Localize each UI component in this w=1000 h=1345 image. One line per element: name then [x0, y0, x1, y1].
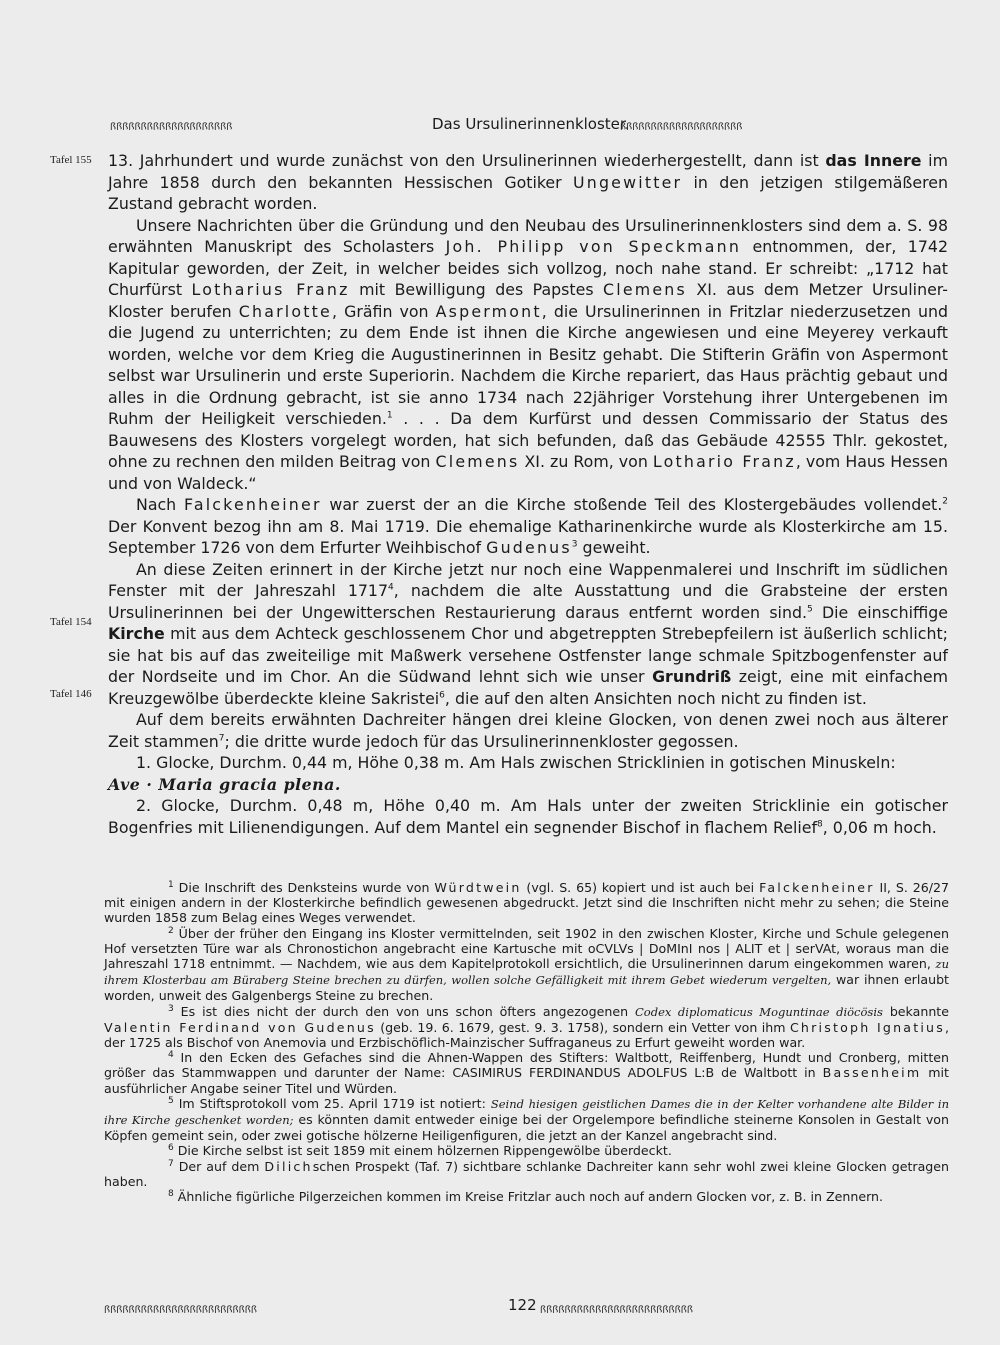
footnote-ref: 7 — [218, 733, 225, 744]
text-run: II, S. 26/27 mit einigen andern in der Klosterkirche befindlich gewesenen abgedruckt. Jetzt sind die Inschriften nicht mehr zu sehen; die Steine wurden 1858 zum Belag eines Weges verwendet. — [104, 880, 950, 926]
paragraph-2 — [108, 215, 948, 495]
header-ornament-right: ꟗꟗꟗꟗꟗꟗꟗꟗꟗꟗꟗꟗꟗꟗꟗꟗꟗꟗꟗꟗ — [620, 122, 743, 133]
text-run: , die Ursulinerinnen in Fritzlar niederzusetzen und die Jugend zu unterrichten; zu dem Ende ist ihnen die Kirche angewiesen und eine Meyerey verkauft worden, welche vor dem Krieg die Augustinerinnen in Besitz gehabt. Die Stifterin Gräfin von Aspermont selbst war Ursulinerin und erste Superiorin. Nachdem die Kirche repariert, das Haus prächtig gebaut und alles in die Ordnung gebracht, ist sie anno 1734 nach 22jähriger Vorstehung ihrer Untergebenen im Ruhm der Heiligkeit verschieden. — [108, 301, 948, 428]
paragraph-7 — [108, 795, 948, 838]
italic-quote: zu ihrem Klosterbau am Büraberg Steine brechen zu dürfen, wollen solche Gefälligkeit mit ihrem Gebet wiederum vergelten, — [104, 957, 949, 988]
footnote-6 — [104, 1143, 949, 1158]
text-run: mit aus dem Achteck geschlossenem Chor und abgetreppten Strebepfeilern ist äußerlich schlicht; sie hat bis auf das zweiteilige mit Maßwerk versehene Ostfenster lange schmale Spitzbogenfenster auf der Nordseite und im Chor. An die Südwand lehnt sich wie unser — [108, 624, 948, 686]
sidenote-tafel-154: Tafel 154 — [50, 616, 92, 628]
text-run: zeigt, eine mit einfachem Kreuzgewölbe überdeckte kleine Sakristei — [108, 667, 948, 708]
spaced-name: Gudenus — [486, 538, 572, 557]
footnote-ref: 1 — [386, 410, 393, 421]
text-run: geweiht. — [577, 538, 651, 557]
text-run: Der Konvent bezog ihn am 8. Mai 1719. Die ehemalige Katharinenkirche wurde als Klosterkirche am 15. September 1726 von dem Erfurter Weihbischof — [108, 516, 948, 557]
footnote-number: 7 — [168, 1158, 174, 1169]
text-run: Die Kirche selbst ist seit 1859 mit einem hölzernen Rippengewölbe überdeckt. — [173, 1143, 672, 1159]
spaced-name: Bassenheim — [822, 1065, 922, 1081]
text-run: , nachdem die alte Ausstattung und die Grabsteine der ersten Ursulinerinnen bei der Ungewitterschen Restaurierung daraus entfernt worden sind. — [108, 581, 948, 622]
sidenote-tafel-155: Tafel 155 — [50, 154, 92, 166]
footnote-2 — [104, 926, 949, 1004]
footnote-8 — [104, 1189, 949, 1204]
spaced-name: Clemens — [603, 280, 687, 299]
footnote-number: 1 — [168, 879, 174, 890]
text-run: An diese Zeiten erinnert in der Kirche jetzt nur noch eine Wappenmalerei und Inschrift im südlichen Fenster mit der Jahreszahl 1717 — [108, 559, 948, 600]
paragraph-3 — [108, 494, 948, 559]
footnote-number: 6 — [168, 1143, 174, 1154]
footnote-3 — [104, 1004, 949, 1051]
bell-inscription: Ave · Maria gracia plena. — [108, 774, 341, 794]
footnote-number: 5 — [168, 1095, 174, 1106]
page-number: 122 — [508, 1296, 537, 1314]
spaced-name: Charlotte — [238, 301, 332, 321]
text-run: Unsere Nachrichten über die Gründung und den Neubau des Ursulinerinnenklosters sind dem a. S. 98 erwähnten Manuskript des Scholasters — [108, 215, 948, 256]
text-run: schen Prospekt (Taf. 7) sichtbare schlanke Dachreiter kann sehr wohl zwei kleine Glocken getragen haben. — [104, 1158, 950, 1189]
footnote-5 — [104, 1096, 949, 1144]
text-run: Ähnliche figürliche Pilgerzeichen kommen im Kreise Fritzlar auch noch auf andern Glocken vor, z. B. in Zennern. — [173, 1189, 884, 1205]
spaced-name: Valentin Ferdinand von Gudenus — [104, 1019, 376, 1035]
footnote-ref: 8 — [817, 819, 823, 830]
text-run: Die einschiffige — [812, 602, 948, 622]
text-run: , der 1725 als Bischof von Anemovia und Erzbischöflich-Mainzischer Suffraganeus zu Erfurt geweiht worden war. — [104, 1019, 949, 1051]
paragraph-1 — [108, 150, 948, 215]
footnote-ref: 6 — [439, 690, 445, 701]
text-run: es könnten damit entweder einige bei der Orgelempore befindliche steinerne Konsolen in Gestalt von Köpfen gemeint sein, oder zwei gotische hölzerne Heiligenfiguren, die jetzt an der Kanzel angebracht sind. — [104, 1112, 949, 1144]
text-run: entnommen, der, 1742 Kapitular geworden, der Zeit, in welcher beides sich vollzog, noch nahe stand. Er schreibt: „1712 hat Churfürst — [108, 237, 948, 299]
spaced-name: Joh. Philipp von Speckmann — [445, 237, 742, 256]
text-run: Die Inschrift des Denksteins wurde von — [173, 880, 435, 895]
emphasis: Grundriß — [652, 667, 732, 686]
text-run: 13. Jahrhundert und wurde zunächst von den Ursulinerinnen wiederhergestellt, dann ist — [108, 151, 826, 170]
footnote-number: 2 — [168, 925, 174, 936]
text-run: XI. aus dem Metzer Ursuliner-Kloster berufen — [108, 280, 948, 321]
footer-ornament-right: ꟗꟗꟗꟗꟗꟗꟗꟗꟗꟗꟗꟗꟗꟗꟗꟗꟗꟗꟗꟗꟗꟗꟗꟗꟗ — [540, 1305, 693, 1316]
text-run: , 0,06 m hoch. — [822, 817, 937, 837]
spaced-name: Dilich — [264, 1158, 313, 1174]
text-run: , vom Haus Hessen und von Waldeck.“ — [108, 452, 949, 493]
text-run: in den jetzigen stilgemäßeren Zustand gebracht worden. — [108, 172, 948, 213]
footnote-7 — [104, 1159, 949, 1189]
text-run: Nach — [136, 495, 184, 514]
footnote-ref: 4 — [388, 582, 394, 593]
text-run: Der auf dem — [173, 1158, 265, 1174]
text-run: im Jahre 1858 durch den bekannten Hessischen Gotiker — [108, 151, 948, 192]
text-run: bekannte — [882, 1003, 949, 1019]
paragraph-6: 1. Glocke, Durchm. 0,44 m, Höhe 0,38 m. Am Hals zwischen Stricklinien in gotischen Minuskeln: — [136, 753, 896, 772]
spaced-name: Christoph Ignatius — [789, 1019, 945, 1035]
spaced-name: Falckenheiner — [759, 880, 875, 895]
spaced-name: Falckenheiner — [183, 495, 322, 514]
header-ornament-left: ꟗꟗꟗꟗꟗꟗꟗꟗꟗꟗꟗꟗꟗꟗꟗꟗꟗꟗꟗꟗ — [110, 122, 233, 133]
text-run: XI. zu Rom, von — [519, 452, 653, 471]
footnote-number: 8 — [168, 1188, 174, 1199]
footnote-number: 3 — [168, 1003, 174, 1014]
sidenote-tafel-146: Tafel 146 — [50, 688, 92, 700]
emphasis: Kirche — [108, 624, 165, 643]
text-run: , Gräfin von — [331, 301, 436, 321]
running-title: Das Ursulinerinnenkloster. — [432, 115, 630, 133]
text-run: mit ausführlicher Angabe seiner Titel und Würden. — [104, 1065, 949, 1096]
spaced-name: Lotharius Franz — [191, 280, 350, 299]
paragraph-4 — [108, 559, 948, 710]
text-run: war zuerst der an die Kirche stoßende Teil des Klostergebäudes vollendet. — [321, 495, 943, 514]
italic-title: Codex diplomaticus Moguntinae diöcösis — [634, 1004, 883, 1019]
footnotes — [104, 880, 949, 1204]
text-run: In den Ecken des Gefaches sind die Ahnen-Wappen des Stifters: Waltbott, Reiffenberg, Hundt und Cronberg, mitten größer das Stammwappen und darunter der Name: CASIMIRUS FERDINANDUS ADOLFUS L:B de Waltbott in — [104, 1050, 949, 1081]
footnote-4 — [104, 1050, 949, 1096]
text-run: (vgl. S. 65) kopiert und ist auch bei — [521, 880, 760, 895]
text-run: Im Stiftsprotokoll vom 25. April 1719 ist notiert: — [173, 1095, 491, 1111]
footer-ornament-left: ꟗꟗꟗꟗꟗꟗꟗꟗꟗꟗꟗꟗꟗꟗꟗꟗꟗꟗꟗꟗꟗꟗꟗꟗꟗ — [104, 1305, 257, 1316]
text-run: . . . Da dem Kurfürst und dessen Commissario der Status des Bauwesens des Klosters vorgelegt worden, hat sich befunden, daß das Gebäude 42555 Thlr. gekostet, ohne zu rechnen den milden Beitrag von — [108, 409, 948, 471]
text-run: war ihnen erlaubt worden, unweit des Galgenbergs Steine zu brechen. — [104, 972, 949, 1004]
spaced-name: Lothario Franz — [652, 452, 796, 471]
body-text — [108, 150, 948, 838]
text-run: 2. Glocke, Durchm. 0,48 m, Höhe 0,40 m. Am Hals unter der zweiten Stricklinie ein gotischer Bogenfries mit Lilienendigungen. Auf dem Mantel ein segnender Bischof in flachem Relief — [108, 796, 948, 837]
footnote-ref: 2 — [942, 496, 948, 507]
text-run: mit Bewilligung des Papstes — [349, 280, 604, 299]
spaced-name: Ungewitter — [572, 172, 683, 192]
text-run: , die auf den alten Ansichten noch nicht zu finden ist. — [444, 688, 867, 708]
text-run: Auf dem bereits erwähnten Dachreiter hängen drei kleine Glocken, von denen zwei noch aus älterer Zeit stammen — [108, 710, 948, 751]
text-run: Es ist dies nicht der durch den von uns schon öfters angezogenen — [173, 1003, 635, 1019]
spaced-name: Würdtwein — [434, 880, 522, 895]
text-run: ; die dritte wurde jedoch für das Ursulinerinnenkloster gegossen. — [224, 731, 739, 751]
emphasis: das Innere — [825, 151, 922, 170]
footnote-number: 4 — [168, 1050, 174, 1061]
spaced-name: Aspermont — [435, 301, 542, 321]
spaced-name: Clemens — [435, 452, 520, 471]
text-run: (geb. 19. 6. 1679, gest. 9. 3. 1758), sondern ein Vetter von ihm — [375, 1019, 790, 1035]
text-run: Über der früher den Eingang ins Kloster vermittelnden, seit 1902 in den zwischen Kloster, Kirche und Schule gelegenen Hof versetzten Türe war als Chronostichon angebracht eine Kartusche mit oCVLVs | DoMInI nos | ALIT et | serVAt, woraus man die Jahreszahl 1718 entnimmt. — Nachdem, wie aus dem Kapitelprotokoll ersichtlich, die Ursulinerinnen darum eingekommen waren, — [104, 925, 949, 972]
footnote-ref: 5 — [807, 604, 813, 615]
italic-quote: Seind hiesigen geistlichen Dames die in der Kelter vorhandene alte Bilder in ihre Kirche geschenket worden; — [104, 1096, 949, 1128]
paragraph-5 — [108, 709, 948, 752]
footnote-1 — [104, 880, 949, 926]
footnote-ref: 3 — [571, 539, 578, 550]
